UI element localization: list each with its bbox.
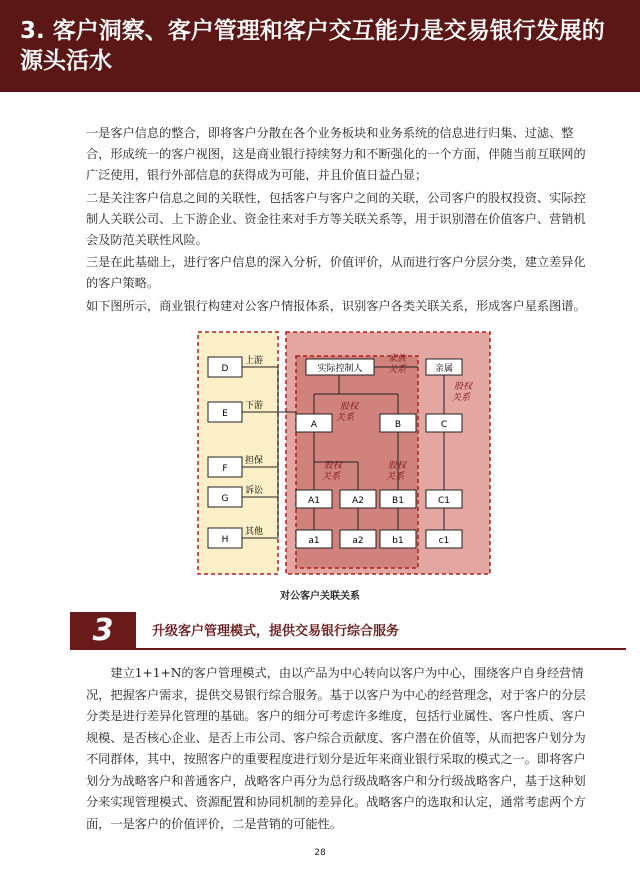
node-g: G bbox=[221, 494, 229, 504]
diagram-caption: 对公客户关联关系 bbox=[280, 591, 360, 602]
paragraph-2: 二是关注客户信息之间的关联性，包括客户与客户之间的关联，公司客户的股权投资、实际控制人关联公司、上下游企业、资金往来对手方等关联关系等，用于识别潜在价值客户、营销机会及防范关联性风险。 bbox=[86, 191, 586, 247]
page-number: 28 bbox=[314, 848, 326, 858]
node-h: H bbox=[221, 535, 229, 545]
node-f: F bbox=[222, 464, 228, 474]
node-d: D bbox=[221, 364, 229, 374]
node-e: E bbox=[222, 409, 228, 419]
node-family: 亲属 bbox=[434, 364, 454, 374]
equity-relation-a-1: 股权 bbox=[324, 461, 343, 471]
paragraph-4: 如下图所示，商业银行构建对公客户情报体系，识别客户各类关联关系，形成客户星系图谱。 bbox=[86, 299, 586, 313]
equity-relation-top-2: 关系 bbox=[336, 413, 355, 423]
node-c: C bbox=[440, 420, 448, 430]
equity-relation-right-1: 股权 bbox=[454, 382, 473, 392]
equity-relation-a-2: 关系 bbox=[322, 472, 341, 482]
section-title: 升级客户管理模式，提供交易银行综合服务 bbox=[152, 624, 400, 639]
node-a1-leaf: a1 bbox=[308, 536, 320, 546]
section-divider bbox=[136, 648, 626, 650]
node-a2: A2 bbox=[352, 496, 364, 506]
equity-relation-right-2: 关系 bbox=[452, 393, 471, 403]
label-litigation: 诉讼 bbox=[245, 486, 264, 496]
family-relation-1: 家族 bbox=[388, 354, 407, 364]
equity-relation-b-2: 关系 bbox=[386, 472, 405, 482]
paragraph-3: 三是在此基础上，进行客户信息的深入分析，价值评价，从而进行客户分层分类，建立差异化的客户策略。 bbox=[86, 255, 586, 290]
node-c1-leaf: c1 bbox=[438, 536, 450, 546]
label-guarantee: 担保 bbox=[245, 456, 264, 466]
equity-relation-b-1: 股权 bbox=[388, 461, 407, 471]
relationship-diagram bbox=[196, 330, 492, 580]
page-title: 3. 客户洞察、客户管理和客户交互能力是交易银行发展的源头活水 bbox=[20, 18, 605, 74]
node-a2-leaf: a2 bbox=[352, 536, 364, 546]
node-a1: A1 bbox=[308, 496, 320, 506]
section-header bbox=[70, 612, 640, 652]
body-paragraph: 建立1+1+N的客户管理模式，由以产品为中心转向以客户为中心，围绕客户自身经营情况，把握客户需求，提供交易银行综合服务。基于以客户为中心的经营理念，对于客户的分层分类是进行差异化管理的基础。客户的细分可考虑许多维度，包括行业属性、客户性质、客户规模、是否核心企业、是否上市公司、客户综合贡献度、客户潜在价值等，从而把客户划分为不同群体，其中，按照客户的重要程度进行划分是近年来商业银行采取的模式之一。即将客户划分为战略客户和普通客户，战略客户再分为总行级战略客户和分行级战略客户，基于这种划分来实现管理模式、资源配置和协同机制的差异化。战略客户的选取和认定，通常考虑两个方面，一是客户的价值评价，二是营销的可能性。 bbox=[86, 666, 586, 831]
node-b: B bbox=[394, 420, 402, 430]
node-controller: 实际控制人 bbox=[317, 364, 363, 374]
node-a: A bbox=[310, 420, 318, 430]
label-other: 其他 bbox=[245, 527, 264, 537]
node-b1: B1 bbox=[392, 496, 404, 506]
page-header bbox=[0, 0, 640, 92]
family-relation-2: 关系 bbox=[388, 365, 407, 375]
node-b1-leaf: b1 bbox=[392, 536, 404, 546]
paragraph-1: 一是客户信息的整合，即将客户分散在各个业务板块和业务系统的信息进行归集、过滤、整合，形成统一的客户视图，这是商业银行持续努力和不断强化的一个方面，伴随当前互联网的广泛使用，银行外部信息的获得成为可能，并且价值日益凸显； bbox=[86, 126, 586, 182]
node-c1: C1 bbox=[437, 496, 451, 506]
equity-relation-top-1: 股权 bbox=[340, 402, 359, 412]
section-number: 3 bbox=[70, 612, 136, 650]
label-upstream: 上游 bbox=[245, 356, 264, 366]
label-downstream: 下游 bbox=[245, 401, 264, 411]
